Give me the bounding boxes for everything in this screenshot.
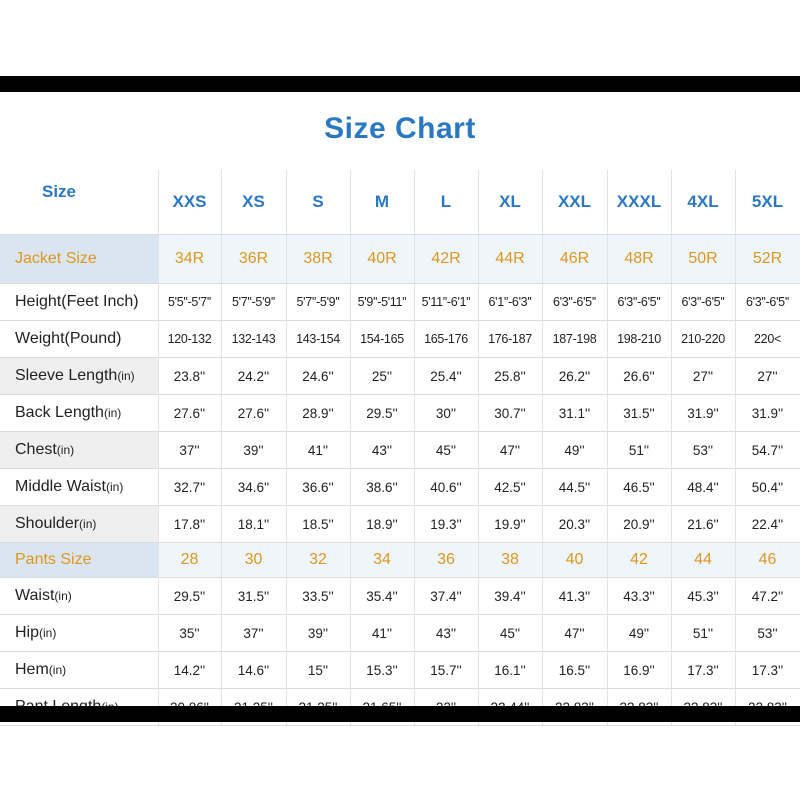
row-label-text: Jacket Size — [15, 250, 97, 267]
table-cell: 220< — [735, 321, 800, 358]
row-label — [0, 578, 158, 615]
table-cell: 34 — [350, 543, 414, 578]
table-cell: 46 — [735, 543, 800, 578]
table-cell: 50R — [671, 235, 735, 284]
table-cell: 51'' — [671, 615, 735, 652]
table-cell: 187-198 — [542, 321, 607, 358]
table-cell: 120-132 — [158, 321, 221, 358]
table-cell: 30'' — [414, 395, 478, 432]
row-label — [0, 395, 158, 432]
table-cell: 47'' — [478, 432, 542, 469]
row-label-text: Height(Feet Inch) — [15, 293, 139, 310]
size-header-cell: L — [414, 170, 478, 235]
table-cell: 31.5'' — [221, 578, 286, 615]
table-cell: 36.6'' — [286, 469, 350, 506]
table-cell: 25.4'' — [414, 358, 478, 395]
table-cell: 19.9'' — [478, 506, 542, 543]
row-label — [0, 469, 158, 506]
row-label-text: Hem — [15, 661, 49, 678]
row-label-unit: (in) — [103, 406, 122, 420]
table-cell: 34R — [158, 235, 221, 284]
back-length-row — [0, 395, 800, 432]
table-cell: 16.9'' — [607, 652, 671, 689]
measurement-rows — [0, 235, 800, 726]
size-header-cell: XXL — [542, 170, 607, 235]
table-cell: 23.8'' — [158, 358, 221, 395]
table-cell: 24.2'' — [221, 358, 286, 395]
row-label-unit: (in) — [54, 589, 72, 603]
table-cell: 48R — [607, 235, 671, 284]
table-cell: 30 — [221, 543, 286, 578]
table-cell: 42.5'' — [478, 469, 542, 506]
table-cell: 51'' — [607, 432, 671, 469]
table-cell: 36R — [221, 235, 286, 284]
table-cell: 49'' — [607, 615, 671, 652]
table-cell: 37'' — [158, 432, 221, 469]
table-cell: 16.5'' — [542, 652, 607, 689]
table-cell: 22.4'' — [735, 506, 800, 543]
size-header-cell: M — [350, 170, 414, 235]
table-cell: 39.4'' — [478, 578, 542, 615]
row-label-unit: (in) — [79, 517, 97, 531]
table-cell: 14.2'' — [158, 652, 221, 689]
header-row — [0, 170, 800, 235]
table-cell: 5'5''-5'7'' — [158, 284, 221, 321]
table-cell: 165-176 — [414, 321, 478, 358]
table-cell: 45.3'' — [671, 578, 735, 615]
table-cell: 48.4'' — [671, 469, 735, 506]
size-chart-table — [0, 170, 800, 726]
top-border-band — [0, 76, 800, 92]
row-label-unit: (in) — [48, 663, 67, 677]
row-label-unit: (in) — [105, 480, 124, 494]
row-label-text: Back Length — [15, 404, 104, 421]
table-cell: 210-220 — [671, 321, 735, 358]
table-cell: 27.6'' — [221, 395, 286, 432]
table-cell: 38R — [286, 235, 350, 284]
size-header-cell: 5XL — [735, 170, 800, 235]
table-cell: 37'' — [221, 615, 286, 652]
table-cell: 19.3'' — [414, 506, 478, 543]
table-cell: 54.7'' — [735, 432, 800, 469]
chest-row — [0, 432, 800, 469]
table-cell: 15'' — [286, 652, 350, 689]
table-cell: 38.6'' — [350, 469, 414, 506]
table-cell: 132-143 — [221, 321, 286, 358]
table-cell: 5'11''-6'1'' — [414, 284, 478, 321]
size-header-cell: XXS — [158, 170, 221, 235]
table-cell: 35'' — [158, 615, 221, 652]
table-cell: 35.4'' — [350, 578, 414, 615]
table-cell: 31.1'' — [542, 395, 607, 432]
table-cell: 6'3''-6'5'' — [607, 284, 671, 321]
table-cell: 39'' — [286, 615, 350, 652]
table-cell: 43.3'' — [607, 578, 671, 615]
chart-title: Size Chart — [324, 112, 476, 145]
table-cell: 52R — [735, 235, 800, 284]
size-header-cell: XS — [221, 170, 286, 235]
table-cell: 40R — [350, 235, 414, 284]
row-label — [0, 615, 158, 652]
table-cell: 28.9'' — [286, 395, 350, 432]
table-cell: 46R — [542, 235, 607, 284]
row-label — [0, 235, 158, 284]
table-cell: 45'' — [478, 615, 542, 652]
row-label-text: Middle Waist — [15, 478, 106, 495]
table-cell: 41.3'' — [542, 578, 607, 615]
row-label-text: Pants Size — [15, 551, 92, 568]
size-header-cell: S — [286, 170, 350, 235]
table-cell: 27'' — [735, 358, 800, 395]
table-cell: 36 — [414, 543, 478, 578]
table-cell: 40 — [542, 543, 607, 578]
table-cell: 41'' — [350, 615, 414, 652]
table-cell: 5'7''-5'9'' — [286, 284, 350, 321]
row-label-unit: (in) — [117, 369, 135, 383]
table-cell: 5'7''-5'9'' — [221, 284, 286, 321]
table-cell: 44R — [478, 235, 542, 284]
table-cell: 143-154 — [286, 321, 350, 358]
table-cell: 18.1'' — [221, 506, 286, 543]
row-label-text: Hip — [15, 624, 40, 641]
row-label-unit: (in) — [56, 443, 75, 457]
table-cell: 31.9'' — [671, 395, 735, 432]
table-cell: 27.6'' — [158, 395, 221, 432]
table-cell: 40.6'' — [414, 469, 478, 506]
table-cell: 53'' — [735, 615, 800, 652]
table-cell: 198-210 — [607, 321, 671, 358]
table-cell: 47.2'' — [735, 578, 800, 615]
row-label-text: Waist — [15, 587, 55, 604]
table-cell: 42R — [414, 235, 478, 284]
table-cell: 47'' — [542, 615, 607, 652]
table-cell: 6'3''-6'5'' — [671, 284, 735, 321]
table-cell: 34.6'' — [221, 469, 286, 506]
table-cell: 6'3''-6'5'' — [542, 284, 607, 321]
table-cell: 5'9''-5'11'' — [350, 284, 414, 321]
middle-waist-row — [0, 469, 800, 506]
row-label — [0, 506, 158, 543]
header-size-label: Size — [0, 170, 158, 235]
table-cell: 26.6'' — [607, 358, 671, 395]
row-label — [0, 284, 158, 321]
table-cell: 53'' — [671, 432, 735, 469]
row-label-text: Shoulder — [15, 515, 80, 532]
bottom-border-band — [0, 706, 800, 722]
table-cell: 49'' — [542, 432, 607, 469]
table-cell: 17.3'' — [735, 652, 800, 689]
table-cell: 18.9'' — [350, 506, 414, 543]
table-cell: 24.6'' — [286, 358, 350, 395]
table-cell: 43'' — [350, 432, 414, 469]
table-cell: 16.1'' — [478, 652, 542, 689]
table-cell: 31.9'' — [735, 395, 800, 432]
table-cell: 41'' — [286, 432, 350, 469]
row-label-unit: (in) — [39, 626, 57, 640]
table-cell: 32 — [286, 543, 350, 578]
row-label — [0, 432, 158, 469]
row-label — [0, 543, 158, 578]
weight-row — [0, 321, 800, 358]
table-cell: 15.7'' — [414, 652, 478, 689]
table-cell: 6'3''-6'5'' — [735, 284, 800, 321]
table-cell: 176-187 — [478, 321, 542, 358]
table-cell: 25'' — [350, 358, 414, 395]
table-cell: 20.9'' — [607, 506, 671, 543]
table-cell: 17.3'' — [671, 652, 735, 689]
table-cell: 46.5'' — [607, 469, 671, 506]
row-label-text: Chest — [15, 441, 57, 458]
table-cell: 39'' — [221, 432, 286, 469]
table-cell: 44 — [671, 543, 735, 578]
jacket-size-row — [0, 235, 800, 284]
table-cell: 17.8'' — [158, 506, 221, 543]
table-cell: 28 — [158, 543, 221, 578]
table-cell: 38 — [478, 543, 542, 578]
hip-row — [0, 615, 800, 652]
table-cell: 6'1''-6'3'' — [478, 284, 542, 321]
table-cell: 25.8'' — [478, 358, 542, 395]
hem-row — [0, 652, 800, 689]
size-header-cell: XL — [478, 170, 542, 235]
table-cell: 21.6'' — [671, 506, 735, 543]
row-label — [0, 358, 158, 395]
row-label-text: Weight(Pound) — [15, 330, 122, 347]
row-label — [0, 321, 158, 358]
shoulder-row — [0, 506, 800, 543]
table-cell: 45'' — [414, 432, 478, 469]
size-header-cell: 4XL — [671, 170, 735, 235]
table-cell: 27'' — [671, 358, 735, 395]
table-cell: 44.5'' — [542, 469, 607, 506]
size-header-cell: XXXL — [607, 170, 671, 235]
table-cell: 15.3'' — [350, 652, 414, 689]
row-label — [0, 652, 158, 689]
table-cell: 33.5'' — [286, 578, 350, 615]
table-cell: 29.5'' — [350, 395, 414, 432]
table-cell: 50.4'' — [735, 469, 800, 506]
table-cell: 18.5'' — [286, 506, 350, 543]
pants-size-row — [0, 543, 800, 578]
sleeve-length-row — [0, 358, 800, 395]
table-cell: 20.3'' — [542, 506, 607, 543]
table-cell: 154-165 — [350, 321, 414, 358]
table-cell: 42 — [607, 543, 671, 578]
table-cell: 26.2'' — [542, 358, 607, 395]
table-cell: 37.4'' — [414, 578, 478, 615]
height-row — [0, 284, 800, 321]
table-cell: 31.5'' — [607, 395, 671, 432]
table-cell: 29.5'' — [158, 578, 221, 615]
table-cell: 43'' — [414, 615, 478, 652]
waist-row — [0, 578, 800, 615]
table-cell: 14.6'' — [221, 652, 286, 689]
row-label-text: Sleeve Length — [15, 367, 118, 384]
table-cell: 32.7'' — [158, 469, 221, 506]
table-cell: 30.7'' — [478, 395, 542, 432]
